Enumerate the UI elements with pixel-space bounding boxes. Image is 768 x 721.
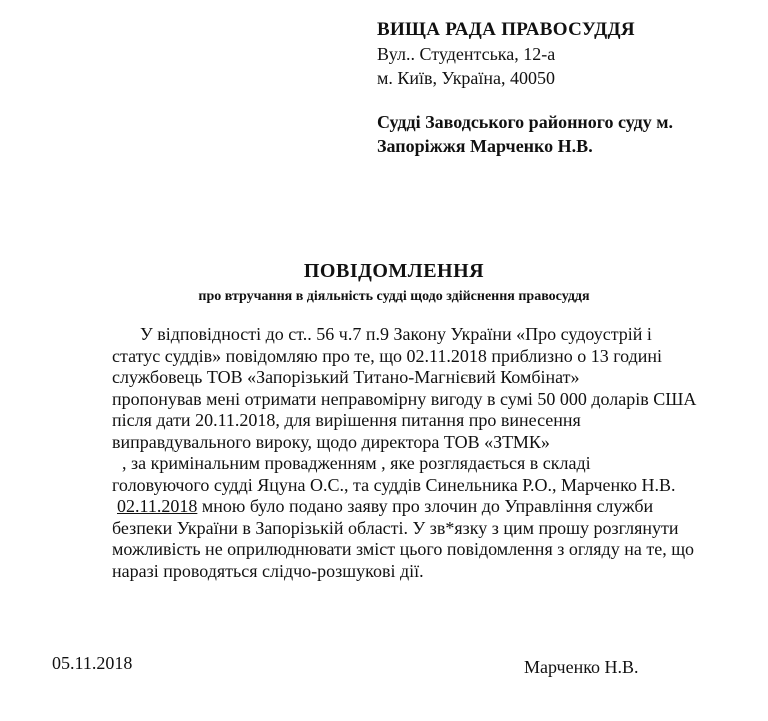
document-date: 05.11.2018 [52,653,133,673]
body-line [112,496,752,518]
document-title: ПОВІДОМЛЕННЯ [303,260,485,282]
sender-line-1: Судді Заводського районного суду м. [377,112,674,132]
body-line: пропонував мені отримати неправомірну вигоду в сумі 50 000 доларів США [112,388,697,409]
document-subtitle: про втручання в діяльність судді щодо здійснення правосуддя [198,289,590,304]
document-body [112,324,752,582]
body-line: головуючого судді Яцуна О.С., та суддів Синельника Р.О., Марченко Н.В. [112,474,676,495]
body-line: безпеки України в Запорізькій області. У зв*язку з цим прошу розглянути [112,517,679,538]
body-line: виправдувального вироку, щодо директора ТОВ «ЗТМК» [112,431,550,452]
body-line: можливість не оприлюднювати зміст цього повідомлення з огляду на те, що [112,539,695,559]
body-line: У відповідності до ст.. 56 ч.7 п.9 Закону України «Про судоустрій і [140,324,652,344]
document-title-block [0,258,768,306]
addressee-block [377,18,747,90]
organization-city: м. Київ, Україна, 40050 [377,68,556,88]
report-date: 02.11.2018 [117,496,198,516]
body-line: наразі проводяться слідчо-розшукові дії. [112,560,424,581]
organization-name: ВИЩА РАДА ПРАВОСУДДЯ [377,19,635,40]
body-line: службовець ТОВ «Запорізький Титано-Магнієвий Комбінат» [112,367,580,387]
signer-name: Марченко Н.В. [524,657,639,677]
sender-line-2: Запоріжжя Марченко Н.В. [377,136,593,156]
body-line: , за кримінальним провадженням , яке розглядається в складі [122,453,591,473]
organization-street: Вул.. Студентська, 12-а [377,44,556,64]
sender-block [377,110,747,158]
body-line: статус суддів» повідомляю про те, що 02.11.2018 приблизно о 13 годині [112,345,663,366]
body-line: після дати 20.11.2018, для вирішення питання про винесення [112,410,581,430]
body-line-text: мною було подано заяву про злочин до Управління служби [201,496,654,516]
